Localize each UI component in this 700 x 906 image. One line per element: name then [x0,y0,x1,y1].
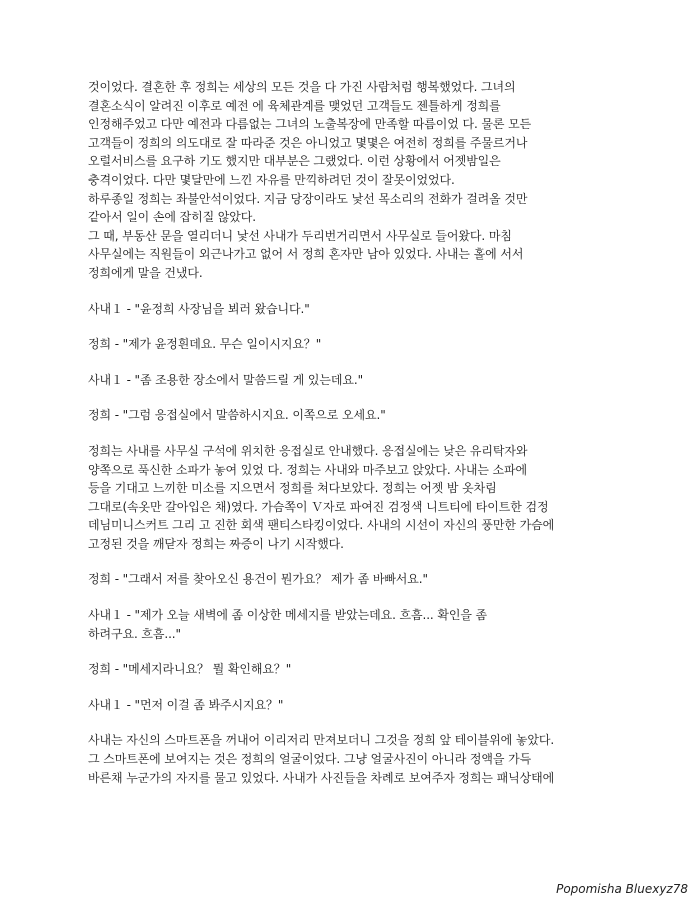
text-line: 사내１ - "제가 오늘 새벽에 좀 이상한 메세지를 받았는데요. 흐흠... 확인을 좀 [88,608,488,623]
paragraph [88,78,628,283]
text-line: 정희 - "그래서 저를 찾아오신 용건이 뭔가요？ 제가 좀 바빠서요." [88,572,428,587]
paragraph-gap [88,389,628,406]
text-line: 충격이었다. 다만 몇달만에 느낀 자유를 만끽하려던 것이 잘못이었었다. [88,172,455,187]
paragraph [88,731,628,787]
text-line: 정희 - "그럼 응접실에서 말씀하시지요. 이쪽으로 오세요." [88,408,386,423]
paragraph-gap [88,553,628,570]
text-line: 사내１ - "좀 조용한 장소에서 말씀드릴 게 있는데요." [88,372,364,387]
text-line: 정희 - "제가 윤정흰데요. 무슨 일이시지요？" [88,337,322,352]
paragraph [88,300,628,319]
paragraph-gap [88,643,628,660]
text-line: 같아서 일이 손에 잡히질 않았다. [88,210,256,225]
text-line: 사무실에는 직원들이 외근나가고 없어 서 정희 혼자만 남아 있었다. 사내는 홀에 서서 [88,247,524,262]
text-line: 사내１ - "먼저 이걸 좀 봐주시지요？" [88,697,284,712]
text-line: 등을 기대고 느끼한 미소를 지으면서 정희를 쳐다보았다. 정희는 어젯 밤 옷차림 [88,481,497,496]
paragraph [88,570,628,589]
paragraph [88,442,628,554]
text-line: 사내１ - "윤정희 사장님을 뵈러 왔습니다." [88,301,310,316]
paragraph [88,371,628,390]
text-line: 오럴서비스를 요구하 기도 했지만 대부분은 그랬었다. 이런 상황에서 어젯밤일은 [88,154,501,169]
text-line: 사내는 자신의 스마트폰을 꺼내어 이리저리 만져보더니 그것을 정희 앞 테이블위에 놓았다. [88,733,555,748]
paragraph [88,335,628,354]
document-body [88,78,628,787]
text-line: 정희에게 말을 건냈다. [88,265,203,280]
paragraph-gap [88,318,628,335]
text-line: 하루종일 정희는 좌불안석이었다. 지금 당장이라도 낯선 목소리의 전화가 걸려올 것만 [88,191,528,206]
text-line: 정희 - "메세지라니요？ 뭘 확인해요？" [88,662,292,677]
text-line: 양쪽으로 푹신한 소파가 놓여 있었 다. 정희는 사내와 마주보고 앉았다. 사내는 소파에 [88,462,528,477]
paragraph [88,606,628,643]
watermark: Popomisha Bluexyz78 [556,882,688,896]
text-line: 데님미니스커트 그리 고 진한 회색 팬티스타킹이었다. 사내의 시선이 자신의 풍만한 가슴에 [88,518,555,533]
text-line: 정희는 사내를 사무실 구석에 위치한 응접실로 안내했다. 응접실에는 낮은 유리탁자와 [88,443,528,458]
text-line: 바른채 누군가의 자지를 물고 있었다. 사내가 사진들을 차례로 보여주자 정희는 패닉상태에 [88,770,555,785]
paragraph-gap [88,589,628,606]
paragraph [88,696,628,715]
text-line: 인정해주었고 다만 예전과 다름없는 그녀의 노출복장에 만족할 따름이었 다. 물론 모든 [88,117,532,132]
text-line: 결혼소식이 알려진 이후로 예전 에 육체관계를 맺었던 고객들도 젠틀하게 정희를 [88,98,501,113]
text-line: 고객들이 정희의 의도대로 잘 따라준 것은 아니었고 몇몇은 여전히 정희를 주물르거나 [88,135,528,150]
paragraph [88,660,628,679]
text-line: 고정된 것을 깨닫자 정희는 짜증이 나기 시작했다. [88,536,344,551]
paragraph-gap [88,679,628,696]
paragraph-gap [88,425,628,442]
text-line: 하려구요. 흐흠..." [88,626,181,641]
paragraph-gap [88,714,628,731]
text-line: 그대로(속옷만 갈아입은 채)였다. 가슴쪽이 Ｖ자로 파여진 검정색 니트티에 타이트한 검정 [88,499,549,514]
paragraph-gap [88,283,628,300]
text-line: 것이었다. 결혼한 후 정희는 세상의 모든 것을 다 가진 사람처럼 행복했었다. 그녀의 [88,80,516,94]
text-line: 그 스마트폰에 보여지는 것은 정희의 얼굴이었다. 그냥 얼굴사진이 아니라 정액을 가득 [88,752,532,767]
paragraph-gap [88,354,628,371]
text-line: 그 때, 부동산 문을 열리더니 낯선 사내가 두리번거리면서 사무실로 들어왔다. 마침 [88,228,512,243]
paragraph [88,406,628,425]
